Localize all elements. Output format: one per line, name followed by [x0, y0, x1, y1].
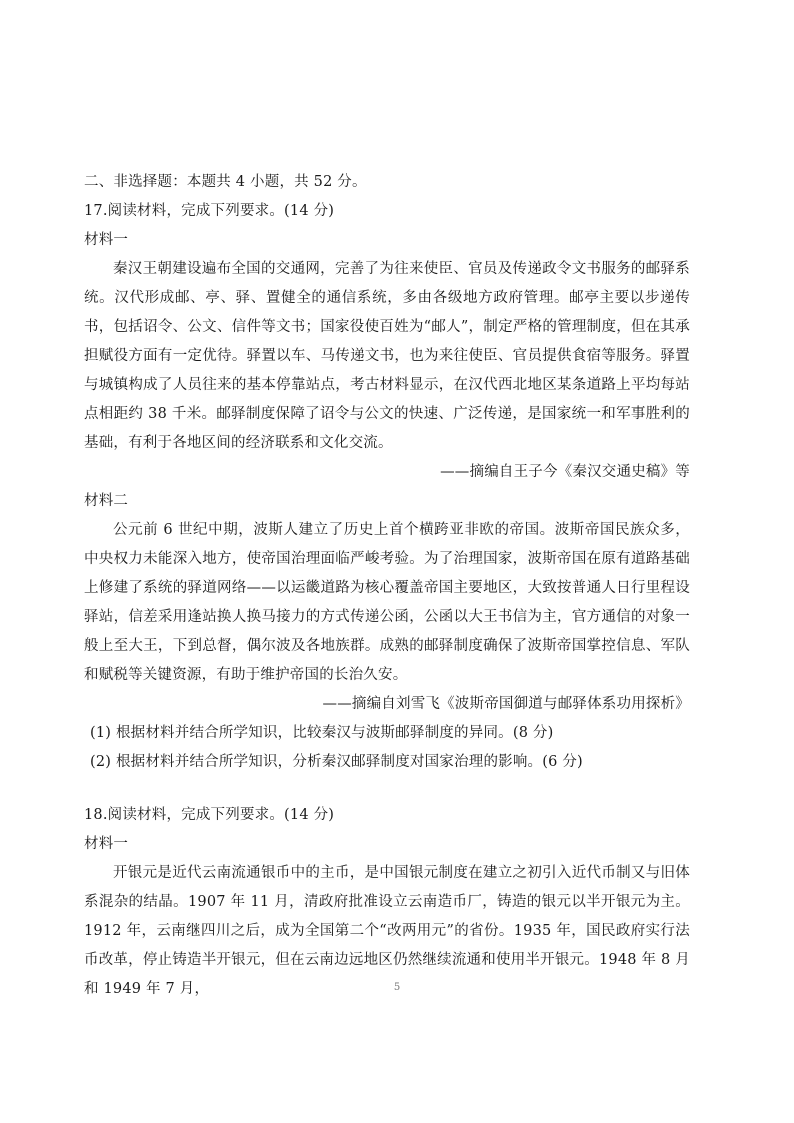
q17-material-1-source: ——摘编自王子今《秦汉交通史稿》等	[440, 464, 690, 480]
q17-material-2-label: 材料二	[84, 493, 129, 509]
q17-material-1-label: 材料一	[84, 232, 129, 248]
question-17-title: 17.阅读材料，完成下列要求。(14 分)	[84, 203, 335, 219]
page-number: 5	[393, 982, 401, 993]
q17-material-1-text: 秦汉王朝建设遍布全国的交通网，完善了为往来使臣、官员及传递政令文书服务的邮驿系统。汉代形成邮、亭、驿、置健全的通信系统，多由各级地方政府管理。邮亭主要以步递传书，包括诏令、公文、信件等文书；国家役使百姓为“邮人”，制定严格的管理制度，但在其承担赋役方面有一定优待。驿置以车、马传递文书，也为来往使臣、官员提供食宿等服务。驿置与城镇构成了人员往来的基本停靠站点，考古材料显示，在汉代西北地区某条道路上平均每站点相距约 38 千米。邮驿制度保障了诏令与公文的快速、广泛传递，是国家统一和军事胜利的基础，有利于各地区间的经济联系和文化交流。	[84, 261, 690, 451]
q17-subquestion-1: (1) 根据材料并结合所学知识，比较秦汉与波斯邮驿制度的异同。(8 分)	[90, 725, 554, 741]
question-18-title: 18.阅读材料，完成下列要求。(14 分)	[84, 807, 335, 823]
section-heading: 二、非选择题：本题共 4 小题，共 52 分。	[84, 174, 367, 190]
spacer	[84, 777, 690, 801]
page-content	[84, 168, 690, 1004]
q17-material-2-source: ——摘编自刘雪飞《波斯帝国御道与邮驿体系功用探析》	[322, 696, 690, 712]
q17-material-2-text: 公元前 6 世纪中期，波斯人建立了历史上首个横跨亚非欧的帝国。波斯帝国民族众多， 中央权力未能深入地方，使帝国治理面临严峻考验。为了治理国家，波斯帝国在原有道路基础上修建了系统的驿道网络——以运畿道路为核心覆盖帝国主要地区，大致按普通人日行里程设驿站，信差采用逢站换人换马接力的方式传递公函，公函以大王书信为主，官方通信的对象一般上至大王，下到总督，偶尔波及各地族群。成熟的邮驿制度确保了波斯帝国掌控信息、军队和赋税等关键资源，有助于维护帝国的长治久安。	[84, 522, 690, 683]
q18-material-1-label: 材料一	[84, 836, 129, 852]
q17-subquestion-2: (2) 根据材料并结合所学知识，分析秦汉邮驿制度对国家治理的影响。(6 分)	[90, 754, 583, 770]
q18-material-1-text: 开银元是近代云南流通银币中的主币，是中国银元制度在建立之初引入近代币制又与旧体系混杂的结晶。1907 年 11 月，清政府批准设立云南造币厂，铸造的银元以半开银元为主。1912 年，云南继四川之后，成为全国第二个“改两用元”的省份。1935 年，国民政府实行法币改革，停止铸造半开银元，但在云南边远地区仍然继续流通和使用半开银元。1948 年 8 月和 1949 年 7 月，	[84, 865, 690, 997]
